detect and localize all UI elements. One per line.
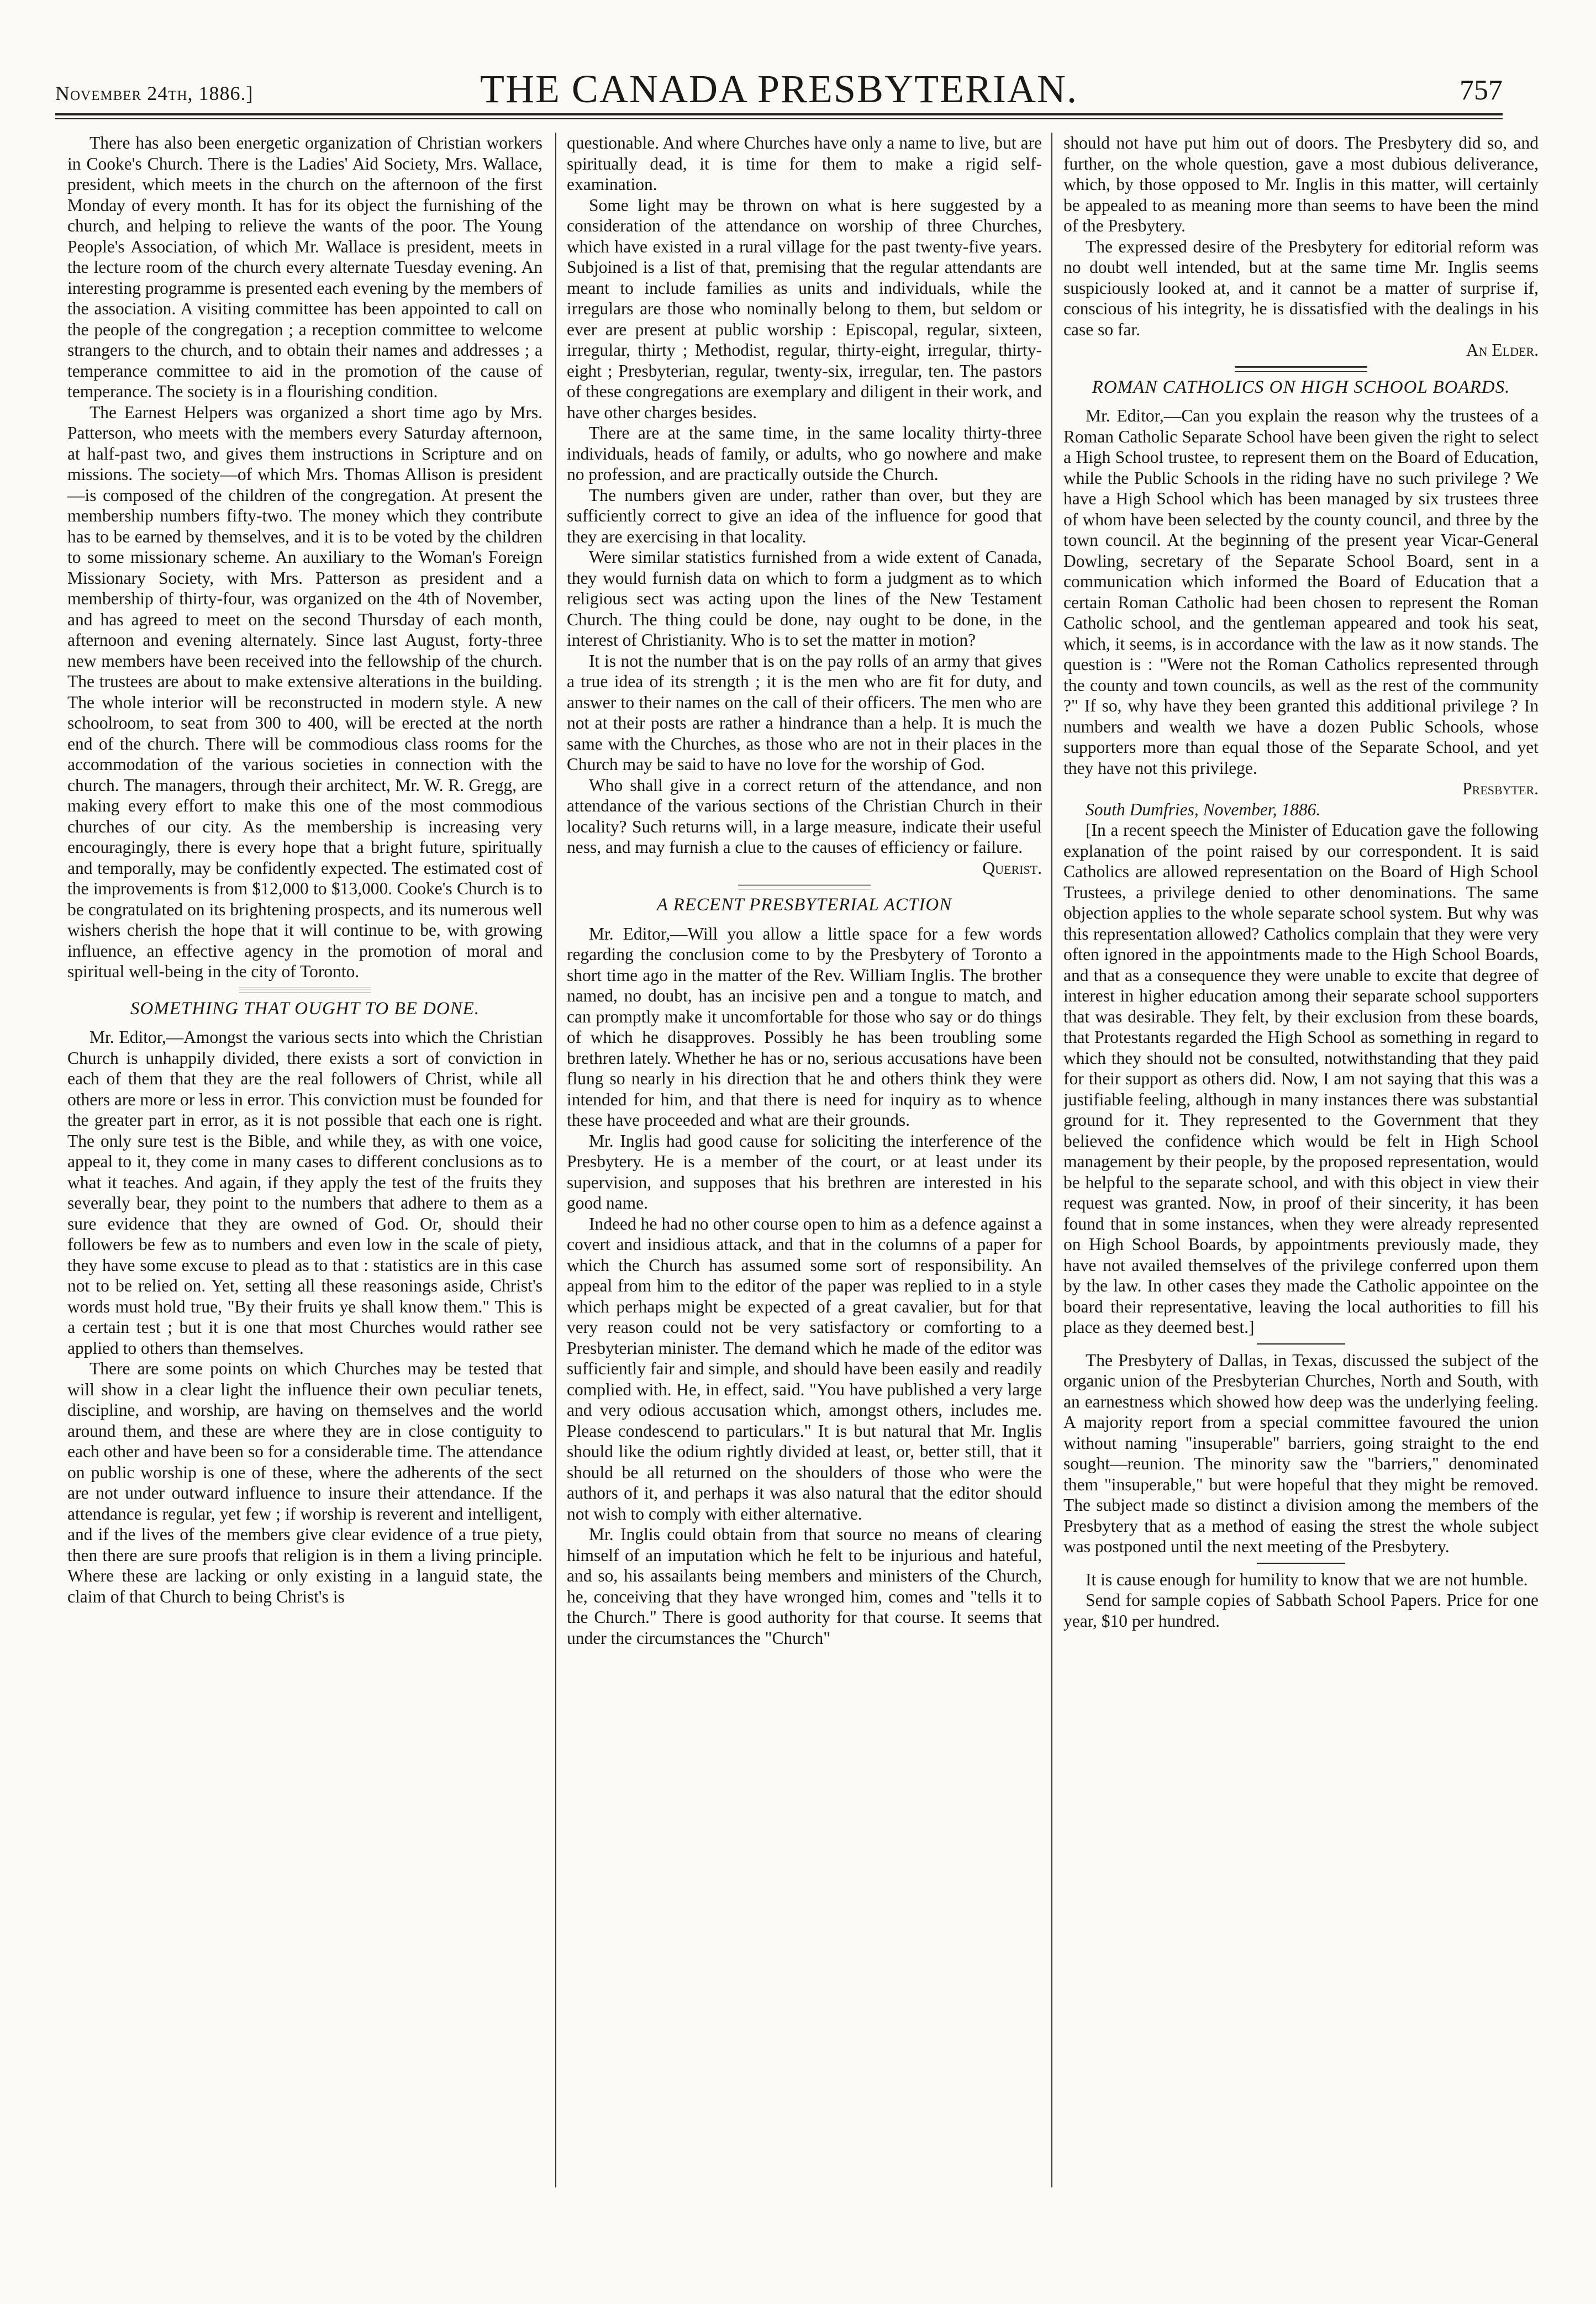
paragraph: should not have put him out of doors. The Presbytery did so, and further, on the whole question, gave a most dubious deliverance, which, by those opposed to Mr. Inglis in this matter, will certainly be appealed to as meaning more than seems to have been the mind of the Presbytery. xyxy=(1063,133,1539,235)
paragraph: The Earnest Helpers was organized a short time ago by Mrs. Patterson, who meets with the members every Saturday afternoon, at half-past two, and gives them instructions in Scripture and on missions. The society—of which Mrs. Thomas Allison is president—is composed of the children of the congregation. At present the membership numbers fifty-two. The money which they contribute has to be earned by themselves, and it is to be voted by the children to some missionary scheme. An auxiliary to the Woman's Foreign Missionary Society, with Mrs. Patterson as president and a membership of thirty-four, was organized on the 4th of November, and has agreed to meet on the second Thursday of each month, afternoon and evening alternately. Since last August, forty-three new members have been received into the fellowship of the church. The trustees are about to make extensive alterations in the building. The whole interior will be reconstructed in modern style. A new schoolroom, to seat from 300 to 400, will be erected at the north end of the church. There will be commodious class rooms for the accommodation of the various societies in connection with the church. The managers, through their architect, Mr. W. R. Gregg, are making every effort to make this one of the most commodious churches of our city. As the membership is increasing very encouragingly, there is every hope that a bright future, spiritually and temporally, may be confidently expected. The estimated cost of the improvements is from $12,000 to $13,000. Cooke's Church is to be congratulated on its brightening prospects, and its numerous well wishers cherish the hope that it will continue to be, with growing influence, an effective agency in the promotion of moral and spiritual well-being in the city of Toronto. xyxy=(67,402,542,981)
paragraph: Send for sample copies of Sabbath School Papers. Price for one year, $10 per hundred. xyxy=(1063,1590,1539,1631)
paragraph: Indeed he had no other course open to him as a defence against a covert and insidious attack, and that in the columns of a paper for which the Church has assumed some sort of responsibility. An appeal from him to the editor of the paper was replied to in a style which perhaps might be expected of a great cavalier, but for that very reason could not be very satisfactory or comforting to a Presbyterian minister. The demand which he made of the editor was sufficiently fair and simple, and should have been easily and readily complied with. He, in effect, said. "You have published a very large and very odious accusation which, amongst others, includes me. Please condescend to particulars." It is but natural that Mr. Inglis should like the odium rightly divided at least, or, better still, that it should be all returned on the shoulders of those who were the authors of it, and perhaps it was also natural that the editor should not wish to comply with either alternative. xyxy=(567,1214,1042,1523)
paragraph: The numbers given are under, rather than over, but they are sufficiently correct to give an idea of the influence for good that they are exercising in that locality. xyxy=(567,485,1042,546)
paragraph: Who shall give in a correct return of the attendance, and non attendance of the various sections of the Christian Church in their locality? Such returns will, in a large measure, indicate their useful ness, and may furnish a clue to the causes of efficiency or failure. xyxy=(567,775,1042,857)
header-rule-thin xyxy=(55,118,1503,119)
page-number: 757 xyxy=(1460,75,1503,106)
issue-date: November 24th, 1886.] xyxy=(55,82,254,104)
paragraph: There has also been energetic organization of Christian workers in Cooke's Church. There is the Ladies' Aid Society, Mrs. Wallace, president, which meets in the church on the afternoon of the first Monday of every month. It has for its object the furnishing of the church, and helping to relieve the wants of the poor. The Young People's Association, of which Mr. Wallace is president, meets in the lecture room of the church every alternate Tuesday evening. An interesting programme is presented each evening by the members of the association. A visiting committee has been appointed to call on the people of the congregation ; a reception committee to welcome strangers to the church, and to obtain their names and addresses ; a temperance committee to aid in the promotion of the cause of temperance. The society is in a flourishing condition. xyxy=(67,133,542,401)
column-divider xyxy=(1051,133,1052,2187)
paragraph: The Presbytery of Dallas, in Texas, discussed the subject of the organic union of the Presbyterian Churches, North and South, with an earnestness which showed how deep was the underlying feeling. A majority report from a special committee favoured the union without naming "insuperable" barriers, going straight to the end sought—reunion. The minority saw the "barriers," denominated them "insuperable," but were hopeful that they might be removed. The subject made so distinct a division among the members of the Presbytery that as a method of easing the strest the whole subject was postponed until the next meeting of the Presbytery. xyxy=(1063,1350,1539,1556)
masthead-title: THE CANADA PRESBYTERIAN. xyxy=(480,67,1078,111)
paragraph: It is not the number that is on the pay rolls of an army that gives a true idea of its strength ; it is the men who are fit for duty, and answer to their names on the call of their officers. The men who are not at their posts are rather a hindrance than a help. It is much the same with the Churches, as those who are not in their places in the Church may be said to have no love for the worship of God. xyxy=(567,651,1042,774)
article-headline: ROMAN CATHOLICS ON HIGH SCHOOL BOARDS. xyxy=(1092,377,1510,397)
paragraph: The expressed desire of the Presbytery for editorial reform was no doubt well intended, but at the same time Mr. Inglis seems suspiciously looked at, and it cannot be a matter of surprise if, conscious of his integrity, he is dissatisfied with the dealings in his case so far. xyxy=(1063,236,1539,339)
section-separator xyxy=(738,884,871,889)
paragraph: Mr. Editor,—Amongst the various sects into which the Christian Church is unhappily divided, there exists a sort of conviction in each of them that they are the real followers of Christ, while all others are more or less in error. This conviction must be founded for the greater part in error, as it is not possible that each one is right. The only sure test is the Bible, and while they, as with one voice, appeal to it, they come in many cases to different conclusions as to what it teaches. And again, if they apply the test of the fruits they severally bear, they point to the numbers that adhere to them as a sure evidence that they are owned of God. Or, should their followers be few as to numbers and even low in the scale of piety, they have some excuse to plead as to that : statistics are in this case not to be relied on. Yet, setting all these reasonings aside, Christ's words must hold true, "By their fruits ye shall know them." This is a certain test ; but it is one that most Churches would rather see applied to others than themselves. xyxy=(67,1027,542,1358)
author-signature: Presbyter. xyxy=(1462,779,1539,798)
page-header xyxy=(55,66,1503,116)
paragraph: There are some points on which Churches may be tested that will show in a clear light the influence their own peculiar tenets, discipline, and worship, are having on themselves and the world around them, and these are where they are in close contiguity to each other and have been so for a considerable time. The attendance on public worship is one of these, where the adherents of the sect are not under outward influence to insure their attendance. If the attendance is regular, yet few ; if worship is reverent and intelligent, and if the lives of the members give clear evidence of a true piety, then there are sure proofs that religion is in them a living principle. Where these are lacking or only existing in a languid state, the claim of that Church to being Christ's is xyxy=(67,1359,542,1606)
column-3 xyxy=(1063,133,1539,2215)
column-1 xyxy=(67,133,542,2215)
section-separator xyxy=(1257,1343,1345,1345)
section-separator xyxy=(1257,1563,1345,1564)
paragraph: Were similar statistics furnished from a wide extent of Canada, they would furnish data on which to form a judgment as to which religious sect was acting upon the lines of the New Testament Church. The thing could be done, nay ought to be done, in the interest of Christianity. Who is to set the matter in motion? xyxy=(567,547,1042,650)
author-signature: Querist. xyxy=(982,858,1042,878)
paragraph: Some light may be thrown on what is here suggested by a consideration of the attendance on worship of three Churches, which have existed in a rural village for the past twenty-five years. Subjoined is a list of that, premising that the regular attendants are meant to include families as units and individuals, while the irregulars are those who nominally belong to them, but seldom or ever are present at public worship : Episcopal, regular, sixteen, irregular, thirty ; Methodist, regular, thirty-eight, irregular, thirty-eight ; Presbyterian, regular, twenty-six, irregular, ten. The pastors of these congregations are exemplary and diligent in their work, and have other charges besides. xyxy=(567,195,1042,422)
paragraph: Mr. Inglis could obtain from that source no means of clearing himself of an imputation which he felt to be injurious and hateful, and so, his assailants being members and ministers of the Church, he, conceiving that they have wronged him, comes and "tells it to the Church." There is good authority for that course. It seems that under the circumstances the "Church" xyxy=(567,1525,1042,1648)
paragraph: It is cause enough for humility to know that we are not humble. xyxy=(1086,1569,1528,1589)
section-separator xyxy=(1235,366,1367,372)
article-headline: SOMETHING THAT OUGHT TO BE DONE. xyxy=(130,998,480,1019)
paragraph: Mr. Inglis had good cause for soliciting the interference of the Presbytery. He is a member of the court, or at least under its supervision, and supposes that his brethren are interested in his good name. xyxy=(567,1131,1042,1212)
article-headline: A RECENT PRESBYTERIAL ACTION xyxy=(656,895,952,915)
paragraph: Mr. Editor,—Will you allow a little space for a few words regarding the conclusion come to by the Presbytery of Toronto a short time ago in the matter of the Rev. William Inglis. The brother named, no doubt, has an incisive pen and a tongue to match, and can promptly make it uncomfortable for those who say or do things of which he disapproves. Possibly he has been troubling some brethren lately. Whether he has or no, serious accusations have been flung so nearly in his direction that he and others think they were intended for him, and that there is need for inquiry as to whence these have proceeded and what are their grounds. xyxy=(567,924,1042,1130)
header-rule xyxy=(55,113,1503,115)
editorial-note: [In a recent speech the Minister of Education gave the following explanation of the point raised by our correspondent. It is said Catholics are allowed representation on the Board of High School Trustees, a privilege denied to other denominations. The same objection applies to the whole separate school system. But why was this representation allowed? Catholics complain that they were very often ignored in the appointments made to the High School Boards, and that as a consequence they were unable to excite that degree of interest in higher education among their separate school supporters that was desirable. They felt, by their exclusion from these boards, that Protestants regarded the High School as something in regard to which they should not be consulted, notwithstanding that they paid for their support as others did. Now, I am not saying that this was a justifiable feeling, although in many instances there was substantial ground for it. They represented to the Government that they believed the confidence which would be felt in High School management by their people, by the proposed representation, would be helpful to the separate school, and with this object in view their request was granted. Now, in proof of their sincerity, it has been found that in some instances, when they were already represented on High School Boards, by appointments previously made, they have not availed themselves of the privilege conferred upon them by the law. In other cases they made the Catholic appointee on the board their representative, leaving the local authorities to fill his place as they deemed best.] xyxy=(1063,820,1539,1337)
section-separator xyxy=(239,988,371,993)
paragraph: questionable. And where Churches have only a name to live, but are spiritually dead, it is time for them to make a rigid self-examination. xyxy=(567,133,1042,194)
column-divider xyxy=(555,133,556,2187)
paragraph: Mr. Editor,—Can you explain the reason why the trustees of a Roman Catholic Separate School have been given the right to select a High School trustee, to represent them on the Board of Education, while the Public Schools in the riding have no such privilege ? We have a High School which has been managed by six trustees three of whom have been selected by the county council, and three by the town council. At the beginning of the present year Vicar-General Dowling, secretary of the Separate School Board, sent in a communication which informed the Board of Education that a certain Roman Catholic had been chosen to represent the Roman Catholic school, and the gentleman appeared and took his seat, which, it seems, is in accordance with the law as it now stands. The question is : "Were not the Roman Catholics represented through the county and town councils, as well as the rest of the community ?" If so, why have they been granted this additional privilege ? In numbers and wealth we have a dozen Public Schools, whose supporters more than equal those of the Separate School, and yet they have not this privilege. xyxy=(1063,406,1539,778)
author-signature: An Elder. xyxy=(1466,340,1539,360)
dateline: South Dumfries, November, 1886. xyxy=(1086,799,1321,819)
paragraph: There are at the same time, in the same locality thirty-three individuals, heads of family, or adults, who go nowhere and make no profession, and are practically outside the Church. xyxy=(567,423,1042,484)
column-2 xyxy=(567,133,1042,2215)
